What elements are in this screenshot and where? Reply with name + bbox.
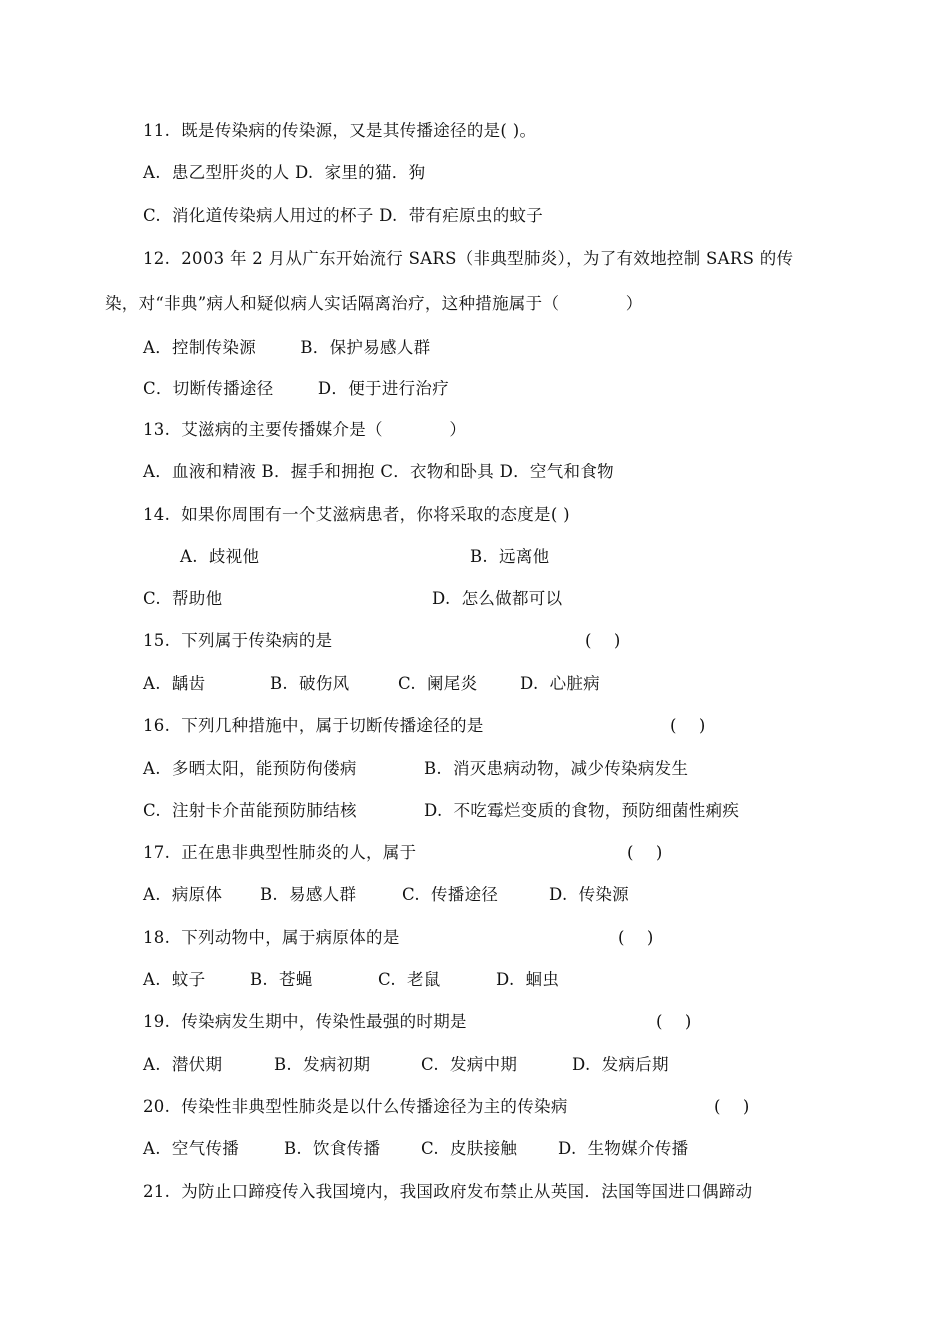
question-20-stem: 20. 传染性非典型性肺炎是以什么传播途径为主的传染病 (143, 1097, 568, 1116)
question-18-option-d: D. 蛔虫 (496, 970, 560, 989)
question-11-stem: 11. 既是传染病的传染源，又是其传播途径的是( )。 (143, 121, 537, 140)
question-17-option-c: C. 传播途径 (402, 885, 499, 904)
question-19-answer-blank: ( ) (656, 1012, 692, 1031)
question-15-option-a: A. 龋齿 (143, 674, 206, 693)
question-12-stem-continued: 染，对“非典”病人和疑似病人实话隔离治疗，这种措施属于（ ） (105, 294, 643, 313)
question-18-stem: 18. 下列动物中，属于病原体的是 (143, 928, 400, 947)
question-16-option-a: A. 多晒太阳，能预防佝偻病 (143, 759, 357, 778)
question-14-option-c: C. 帮助他 (143, 589, 223, 608)
question-15-option-c: C. 阑尾炎 (398, 674, 478, 693)
question-19-option-c: C. 发病中期 (421, 1055, 518, 1074)
question-11-options-line-2: C. 消化道传染病人用过的杯子 D. 带有疟原虫的蚊子 (143, 206, 544, 225)
question-14-option-b: B. 远离他 (470, 547, 550, 566)
question-17-stem: 17. 正在患非典型性肺炎的人，属于 (143, 843, 417, 862)
question-13-stem: 13. 艾滋病的主要传播媒介是（ ） (143, 420, 467, 439)
question-13-options-line-1: A．血液和精液 B．握手和拥抱 C．衣物和卧具 D．空气和食物 (143, 462, 614, 481)
question-16-option-d: D. 不吃霉烂变质的食物，预防细菌性痢疾 (424, 801, 740, 820)
question-14-stem: 14. 如果你周围有一个艾滋病患者，你将采取的态度是( ) (143, 505, 570, 524)
question-15-answer-blank: ( ) (585, 631, 621, 650)
question-12-options-line-1: A．控制传染源 B．保护易感人群 (143, 338, 431, 357)
question-11-options-line-1: A. 患乙型肝炎的人 D. 家里的猫．狗 (143, 163, 426, 182)
question-15-stem: 15. 下列属于传染病的是 (143, 631, 333, 650)
question-19-option-a: A. 潜伏期 (143, 1055, 223, 1074)
question-17-option-b: B. 易感人群 (260, 885, 357, 904)
question-20-option-b: B. 饮食传播 (284, 1139, 381, 1158)
question-15-option-b: B. 破伤风 (270, 674, 350, 693)
question-19-option-b: B. 发病初期 (274, 1055, 371, 1074)
question-17-option-a: A. 病原体 (143, 885, 223, 904)
question-17-option-d: D. 传染源 (549, 885, 629, 904)
question-18-option-c: C. 老鼠 (378, 970, 441, 989)
question-17-answer-blank: ( ) (627, 843, 663, 862)
question-20-option-d: D. 生物媒介传播 (558, 1139, 689, 1158)
question-16-option-b: B. 消灭患病动物，减少传染病发生 (424, 759, 689, 778)
question-20-option-a: A. 空气传播 (143, 1139, 240, 1158)
question-19-stem: 19. 传染病发生期中，传染性最强的时期是 (143, 1012, 467, 1031)
question-21-stem: 21. 为防止口蹄疫传入我国境内，我国政府发布禁止从英国．法国等国进口偶蹄动 (143, 1182, 753, 1201)
question-19-option-d: D. 发病后期 (572, 1055, 669, 1074)
question-16-stem: 16. 下列几种措施中，属于切断传播途径的是 (143, 716, 484, 735)
question-14-option-d: D. 怎么做都可以 (432, 589, 563, 608)
question-20-option-c: C. 皮肤接触 (421, 1139, 518, 1158)
question-15-option-d: D. 心脏病 (520, 674, 600, 693)
question-12-stem: 12. 2003 年 2 月从广东开始流行 SARS（非典型肺炎），为了有效地控制 SARS 的传 (143, 249, 794, 268)
question-16-answer-blank: ( ) (670, 716, 706, 735)
question-18-option-b: B. 苍蝇 (250, 970, 313, 989)
question-12-options-line-2: C．切断传播途径 D．便于进行治疗 (143, 379, 450, 398)
question-18-answer-blank: ( ) (618, 928, 654, 947)
question-16-option-c: C. 注射卡介苗能预防肺结核 (143, 801, 357, 820)
question-14-option-a: A. 歧视他 (180, 547, 260, 566)
question-18-option-a: A. 蚊子 (143, 970, 206, 989)
question-20-options (0, 1138, 950, 1270)
question-20-answer-blank: ( ) (714, 1097, 750, 1116)
